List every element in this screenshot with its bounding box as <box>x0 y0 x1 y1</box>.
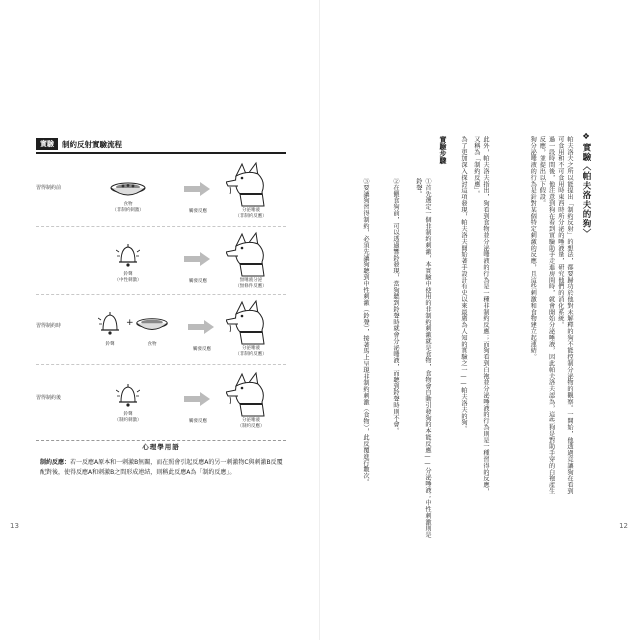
dog-drooling-icon <box>226 158 274 208</box>
paragraph: 此外，帕夫洛夫指出，狗看到食物並分泌唾液的行為是一種非制約反應；而狗看到白袍並分泌唾液的行為則是一種習得的反應，又稱為「制約反應」。 <box>472 136 489 495</box>
food-bowl-icon <box>134 316 170 334</box>
steps-heading: 實驗步驟 <box>439 136 447 164</box>
result-caption: 分泌唾液 （非制約反應） <box>235 208 267 219</box>
stage-label: 習得制約時 <box>36 323 62 329</box>
stage-label: 習得制約後 <box>36 395 62 401</box>
bell-icon <box>98 310 122 338</box>
plus-icon: + <box>126 318 134 328</box>
flow-title-bar <box>36 137 286 151</box>
arrow-right-icon <box>184 252 210 266</box>
paragraph: 帕夫洛夫之所以能提出「制約反射」的想法，都要歸功於他對未解釋的狗不能控制分泌物的觀察。一開始，他透過竟讓狗在看到可食用和不可食用時東西時所分泌的唾液量，研究他們的消化系統。 <box>556 136 573 495</box>
response-text: 觸發反應 <box>189 209 207 214</box>
heading-mark-icon: ❖ <box>581 132 591 143</box>
stage-during-conditioning <box>36 296 286 366</box>
bell-icon <box>116 382 140 410</box>
stage-label: 習得制約前 <box>36 185 62 191</box>
stage-divider <box>36 364 286 365</box>
stimulus-caption: 鈴聲 （制約刺激） <box>114 412 142 423</box>
paragraph: 過一段時間後，他注意到狗在看到實驗助手走進房間時，就會開始分泌唾液，因此帕夫洛夫認為，這些狗是對助手穿的白袍產生反應，並提出以下假設。 <box>538 136 555 495</box>
stimulus-caption: 食物 （非制約刺激） <box>112 202 144 213</box>
result-caption: 分泌唾液 （制約反應） <box>237 418 265 429</box>
step-item: ①首先選定一個非制約刺激，本實驗中使用的非制約刺激就是食物，食物會自動引發狗的本能反應——分泌唾液；中性刺激則是鈴聲。 <box>414 178 431 538</box>
response-text: 觸發反應 <box>189 419 207 424</box>
arrow-right-icon <box>184 392 210 406</box>
psych-title: 心理學用語 <box>138 442 184 451</box>
flow-title-rule <box>36 152 286 154</box>
dog-neutral-icon <box>226 228 274 278</box>
page-number-right: 12 <box>619 522 628 530</box>
stimulus-caption-bell: 鈴聲 <box>105 342 115 347</box>
paragraph-block <box>470 136 490 496</box>
page-number-left: 13 <box>10 522 19 530</box>
paragraph: 為了更加深入探討這項發現，帕夫洛夫開始著手設計有史以來最廣為人知的實驗之一——帕夫洛夫的狗。 <box>460 136 467 432</box>
stimulus-caption-food: 食物 <box>147 342 157 347</box>
step-item: ②在餵食狗前，可以透過響鈴發現，當狗聽到鈴聲時就會分泌唾液，而聽到鈴聲時則不會。 <box>392 178 399 434</box>
food-bowl-icon <box>108 180 148 200</box>
experiment-heading <box>580 132 592 238</box>
stage-after-conditioning <box>36 368 286 438</box>
response-text: 觸發反應 <box>189 279 207 284</box>
dog-drooling-icon <box>226 296 274 346</box>
paragraph-block <box>448 136 468 496</box>
stage-neutral-stimulus <box>36 228 286 298</box>
psych-text: 若一反應A原本和一刺激B無關，而在照會引起反應A的另一刺激物C與刺激B反覆配對後，使得反應A和刺激B之間形成連結，則稱此反應A為「制約反應」。 <box>40 459 283 476</box>
psych-term: 制約反應： <box>40 459 71 466</box>
psych-definition <box>40 458 284 477</box>
paragraph: 狗分泌唾液的行為是針對某個特定刺激的反應，且這些刺激和食物建立起連結。 <box>529 136 537 360</box>
step-item: ③要讓狗習得制約，必須先讓狗聽到中性刺激（鈴聲），接著馬上呈現非制約刺激（食物），此反覆進行數次。 <box>362 178 369 486</box>
flow-badge: 實驗 <box>36 138 58 150</box>
psych-term-header <box>36 440 286 453</box>
intro-paragraph <box>496 136 574 496</box>
stimulus-caption: 鈴聲 （中性刺激） <box>114 272 142 283</box>
stage-divider <box>36 294 286 295</box>
response-text: 觸發反應 <box>193 347 211 352</box>
arrow-right-icon <box>184 182 210 196</box>
dog-drooling-icon <box>226 368 274 418</box>
flow-title: 制約反射實驗流程 <box>62 139 122 149</box>
result-caption: 分泌唾液 （非制約反應） <box>235 346 267 357</box>
arrow-right-icon <box>188 320 214 334</box>
stage-before-conditioning <box>36 158 286 228</box>
heading-text: 實驗〈帕夫洛夫的狗〉 <box>581 143 591 238</box>
bell-icon <box>116 242 140 270</box>
stage-divider <box>36 226 286 227</box>
result-caption: 無唾液分泌 （無條件反應） <box>235 278 267 289</box>
